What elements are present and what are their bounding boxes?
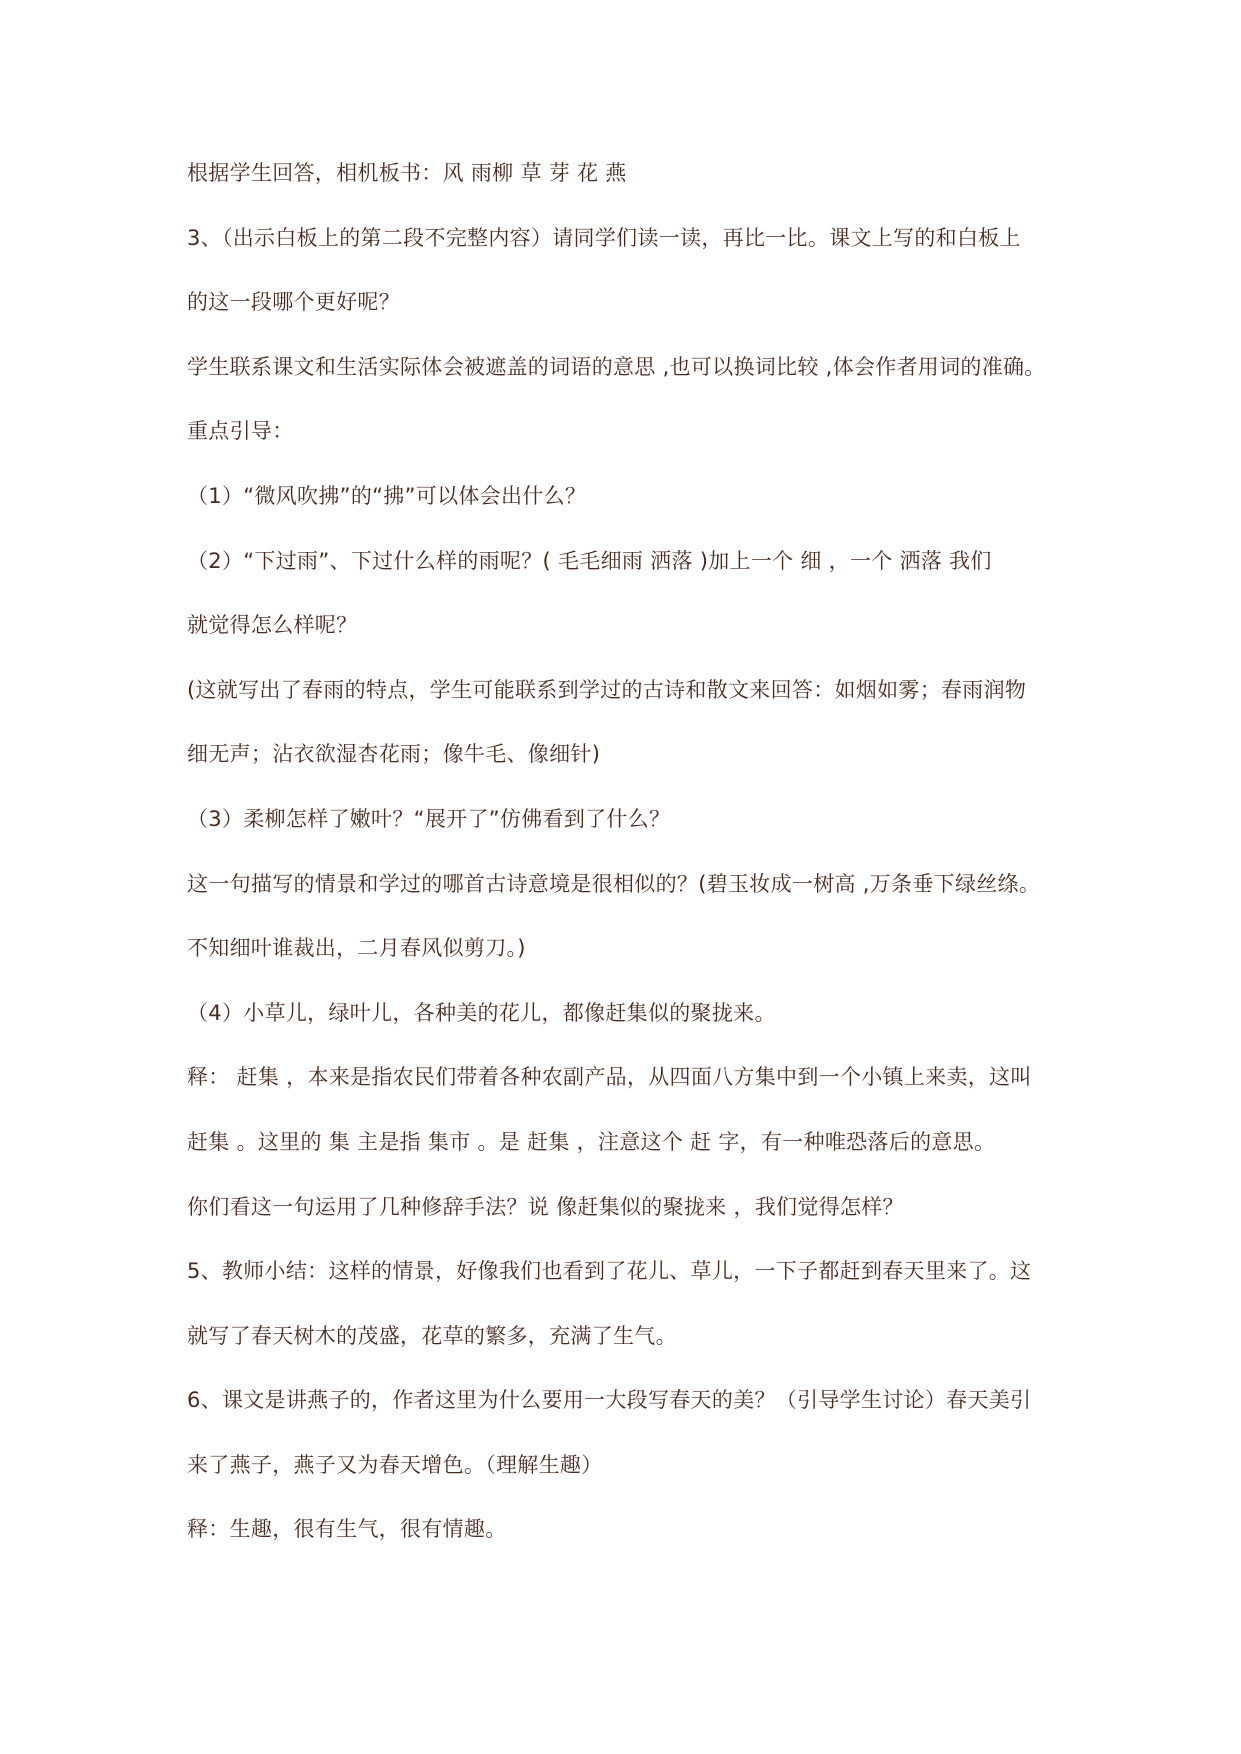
text-line: 赶集 。这里的 集 主是指 集市 。是 赶集 ，注意这个 赶 字，有一种唯恐落后的意思。: [187, 1129, 996, 1154]
text-line: 这一句描写的情景和学过的哪首古诗意境是很相似的？(碧玉妆成一树高 ,万条垂下绿丝绦。: [187, 871, 1041, 896]
text-line: 根据学生回答，相机板书：风 雨柳 草 芽 花 燕: [187, 161, 627, 185]
document-body: [187, 160, 1067, 1581]
text-line: （1）“微风吹拂”的“拂”可以体会出什么？: [187, 483, 587, 508]
text-line: 细无声；沾衣欲湿杏花雨；像牛毛、像细针): [187, 742, 601, 767]
text-line: 来了燕子，燕子又为春天增色。（理解生趣）: [187, 1452, 603, 1477]
text-line: (这就写出了春雨的特点，学生可能联系到学过的古诗和散文来回答：如烟如雾；春雨润物: [187, 677, 1027, 702]
text-line: 重点引导：: [187, 419, 294, 444]
text-line: 5、教师小结：这样的情景，好像我们也看到了花儿、草儿，一下子都赶到春天里来了。这: [187, 1259, 1032, 1284]
text-line: 就写了春天树木的茂盛，花草的繁多，充满了生气。: [187, 1323, 677, 1348]
text-line: 3、（出示白板上的第二段不完整内容）请同学们读一读，再比一比。课文上写的和白板上: [187, 225, 1021, 250]
text-line: （3）柔柳怎样了嫩叶？“展开了”仿佛看到了什么？: [187, 806, 671, 831]
text-line: 的这一段哪个更好呢？: [187, 290, 400, 315]
text-line: 释： 赶集 ，本来是指农民们带着各种农副产品，从四面八方集中到一个小镇上来卖，这叫: [187, 1065, 1032, 1090]
text-line: （4）小草儿，绿叶儿，各种美的花儿，都像赶集似的聚拢来。: [187, 1000, 776, 1025]
text-line: 不知细叶谁裁出，二月春风似剪刀。): [187, 936, 526, 961]
text-line: 你们看这一句运用了几种修辞手法？说 像赶集似的聚拢来 ，我们觉得怎样？: [187, 1194, 904, 1219]
text-line: 6、课文是讲燕子的，作者这里为什么要用一大段写春天的美？（引导学生讨论）春天美引: [187, 1388, 1032, 1413]
text-line: 释：生趣，很有生气，很有情趣。: [187, 1517, 507, 1542]
text-line: （2）“下过雨”、下过什么样的雨呢？( 毛毛细雨 洒落 )加上一个 细 ，一个 洒落 我们: [187, 548, 992, 573]
text-line: 就觉得怎么样呢？: [187, 613, 358, 638]
text-line: 学生联系课文和生活实际体会被遮盖的词语的意思 ,也可以换词比较 ,体会作者用词的准确。: [187, 354, 1046, 379]
